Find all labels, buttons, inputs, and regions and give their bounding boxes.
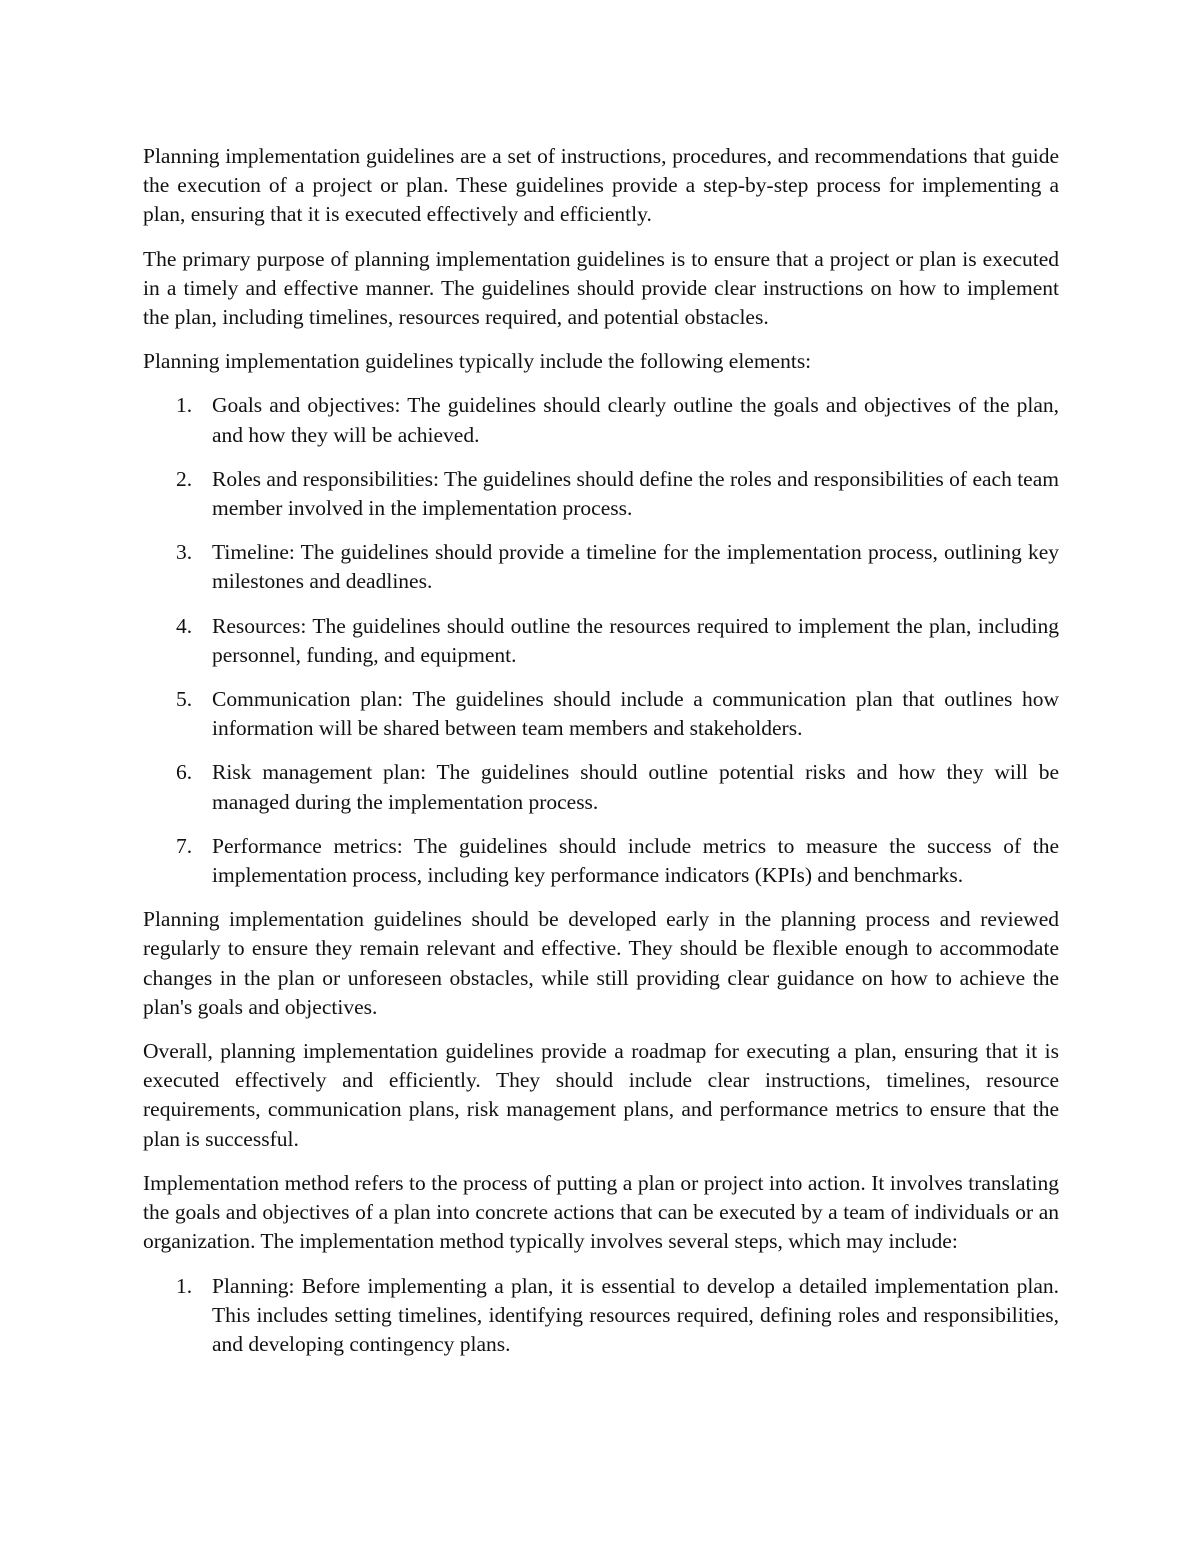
list-item-number: 1. [176,393,193,418]
list-item-number: 7. [176,833,193,858]
list-item [143,832,1059,890]
list-item-text: Resources: The guidelines should outline the resources required to implement the plan, including personnel, funding, and equipment. [212,613,1059,667]
elements-lead-paragraph: Planning implementation guidelines typically include the following elements: [143,349,812,374]
list-item [143,465,1059,523]
list-item-text: Goals and objectives: The guidelines should clearly outline the goals and objectives of the plan, and how they will be achieved. [212,393,1059,447]
purpose-paragraph: The primary purpose of planning implementation guidelines is to ensure that a project or plan is executed in a timely and effective manner. The guidelines should provide clear instructions on how to implement the plan, including timelines, resources required, and potential obstacles. [143,246,1059,330]
list-item [143,612,1059,670]
list-item-text: Planning: Before implementing a plan, it is essential to develop a detailed implementation plan. This includes setting timelines, identifying resources required, defining roles and responsibilities, and developing contingency plans. [212,1273,1059,1356]
list-item [143,758,1059,816]
list-item-number: 6. [176,760,193,785]
list-item [143,391,1059,449]
list-item [143,1272,1059,1360]
list-item-text: Timeline: The guidelines should provide a timeline for the implementation process, outlining key milestones and deadlines. [212,540,1059,594]
list-item-number: 3. [176,540,193,565]
list-item [143,685,1059,743]
implementation-method-paragraph: Implementation method refers to the process of putting a plan or project into action. It involves translating the goals and objectives of a plan into concrete actions that can be executed by a team of individuals or an organization. The implementation method typically involves several steps, which may include: [143,1170,1059,1254]
list-item-text: Communication plan: The guidelines should include a communication plan that outlines how information will be shared between team members and stakeholders. [212,687,1059,741]
list-item-number: 5. [176,687,193,712]
intro-paragraph: Planning implementation guidelines are a set of instructions, procedures, and recommendations that guide the execution of a project or plan. These guidelines provide a step-by-step process for implementing a plan, ensuring that it is executed effectively and efficiently. [143,144,1059,227]
list-item-number: 1. [176,1273,193,1298]
overall-paragraph: Overall, planning implementation guidelines provide a roadmap for executing a plan, ensuring that it is executed effectively and efficiently. They should include clear instructions, timelines, resource requirements, communication plans, risk management plans, and performance metrics to ensure that the plan is successful. [143,1039,1059,1151]
list-item-text: Performance metrics: The guidelines should include metrics to measure the success of the implementation process, including key performance indicators (KPIs) and benchmarks. [212,833,1059,888]
list-item-number: 4. [176,613,193,638]
document-page [143,142,1059,1374]
list-item-text: Risk management plan: The guidelines should outline potential risks and how they will be managed during the implementation process. [212,760,1059,814]
development-paragraph: Planning implementation guidelines should be developed early in the planning process and reviewed regularly to ensure they remain relevant and effective. They should be flexible enough to accommodate changes in the plan or unforeseen obstacles, while still providing clear guidance on how to achieve the plan's goals and objectives. [143,907,1059,1019]
list-item-text: Roles and responsibilities: The guidelines should define the roles and responsibilities of each team member involved in the implementation process. [212,466,1059,521]
steps-list [143,1272,1059,1360]
list-item-number: 2. [176,466,193,491]
elements-list [143,391,1059,890]
list-item [143,538,1059,596]
